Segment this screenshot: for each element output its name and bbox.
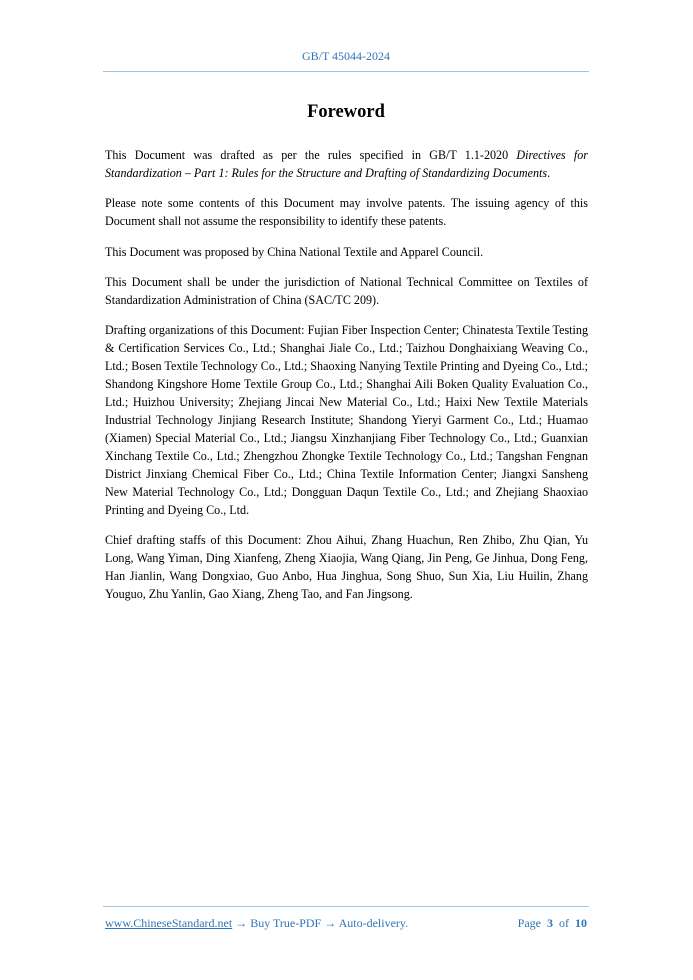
page-current: 3: [547, 916, 553, 930]
paragraph-patents: Please note some contents of this Document may involve patents. The issuing agency of this Document shall not assume the responsibility to identify these patents.: [105, 196, 588, 229]
paragraph-drafting-staff: Chief drafting staffs of this Document: Zhou Aihui, Zhang Huachun, Ren Zhibo, Zhu Qian, Yu Long, Wang Yiman, Ding Xianfeng, Zheng Xiaojia, Wang Qiang, Jin Peng, Ge Jinhua, Dong Feng, Han Jianlin, Wang Dongxiao, Guo Anbo, Hua Jinghua, Song Shuo, Sun Xia, Liu Huilin, Zhang Youguo, Zhu Yanlin, Gao Xiang, Zheng Tao, and Fan Jingsong.: [105, 533, 588, 602]
paragraph-text: .: [547, 166, 551, 180]
arrow-right-icon: →: [324, 916, 337, 930]
auto-delivery-text: Auto-delivery.: [338, 916, 409, 930]
footer-promo: [105, 916, 408, 931]
arrow-right-icon: →: [235, 916, 248, 930]
paragraph-text: This Document was drafted as per the rules specified in GB/T 1.1-2020: [105, 148, 517, 162]
header-divider: [103, 71, 589, 72]
directives-title: Directives for Standardization – Part 1: Rules for the Structure and Drafting of Standardizing Documents: [105, 148, 588, 180]
page-header: [103, 49, 589, 64]
buy-true-pdf-text: Buy True-PDF: [250, 916, 322, 930]
page-of: of: [559, 916, 569, 930]
footer-divider: [103, 906, 589, 907]
paragraph-jurisdiction: This Document shall be under the jurisdiction of National Technical Committee on Textiles of Standardization Administration of China (SAC/TC 209).: [105, 274, 588, 307]
website-link[interactable]: www.ChineseStandard.net: [105, 916, 233, 930]
paragraph-drafting-organizations: Drafting organizations of this Document: Fujian Fiber Inspection Center; Chinatesta Textile Testing & Certification Services Co., Ltd.; Shanghai Jiale Co., Ltd.; Taizhou Donghaixiang Weaving Co., Ltd.; Bosen Textile Technology Co., Ltd.; Shaoxing Nanying Textile Printing and Dyeing Co., Ltd.; Shandong Kingshore Home Textile Group Co., Ltd.; Shanghai Aili Boken Quality Evaluation Co., Ltd.; Huizhou University; Zhejiang Jincai New Material Co., Ltd.; Haixi New Textile Materials Industrial Technology Jinjiang Research Institute; Shandong Yieryi Garment Co., Ltd.; Huamao (Xiamen) Special Material Co., Ltd.; Jiangsu Xinzhanjiang Fiber Technology Co., Ltd.; Guanxian Xinchang Textile Co., Ltd.; Zhengzhou Zhongke Textile Technology Co., Ltd.; Tangshan Fengnan District Jinxiang Chemical Fiber Co., Ltd.; China Textile Information Center; Jiangxi Sansheng New Material Technology Co., Ltd.; Dongguan Daqun Textile Co., Ltd.; and Zhejiang Shaoxiao Printing and Dyeing Co., Ltd.: [105, 323, 588, 518]
paragraph-drafting-rules: [105, 146, 588, 182]
page-label: Page: [517, 916, 541, 930]
page-number: [518, 916, 587, 931]
page-title: Foreword: [307, 102, 385, 122]
standard-number: GB/T 45044-2024: [301, 49, 391, 63]
document-body: [105, 146, 588, 616]
page-total: 10: [575, 916, 587, 930]
paragraph-proposed-by: This Document was proposed by China National Textile and Apparel Council.: [105, 244, 484, 259]
